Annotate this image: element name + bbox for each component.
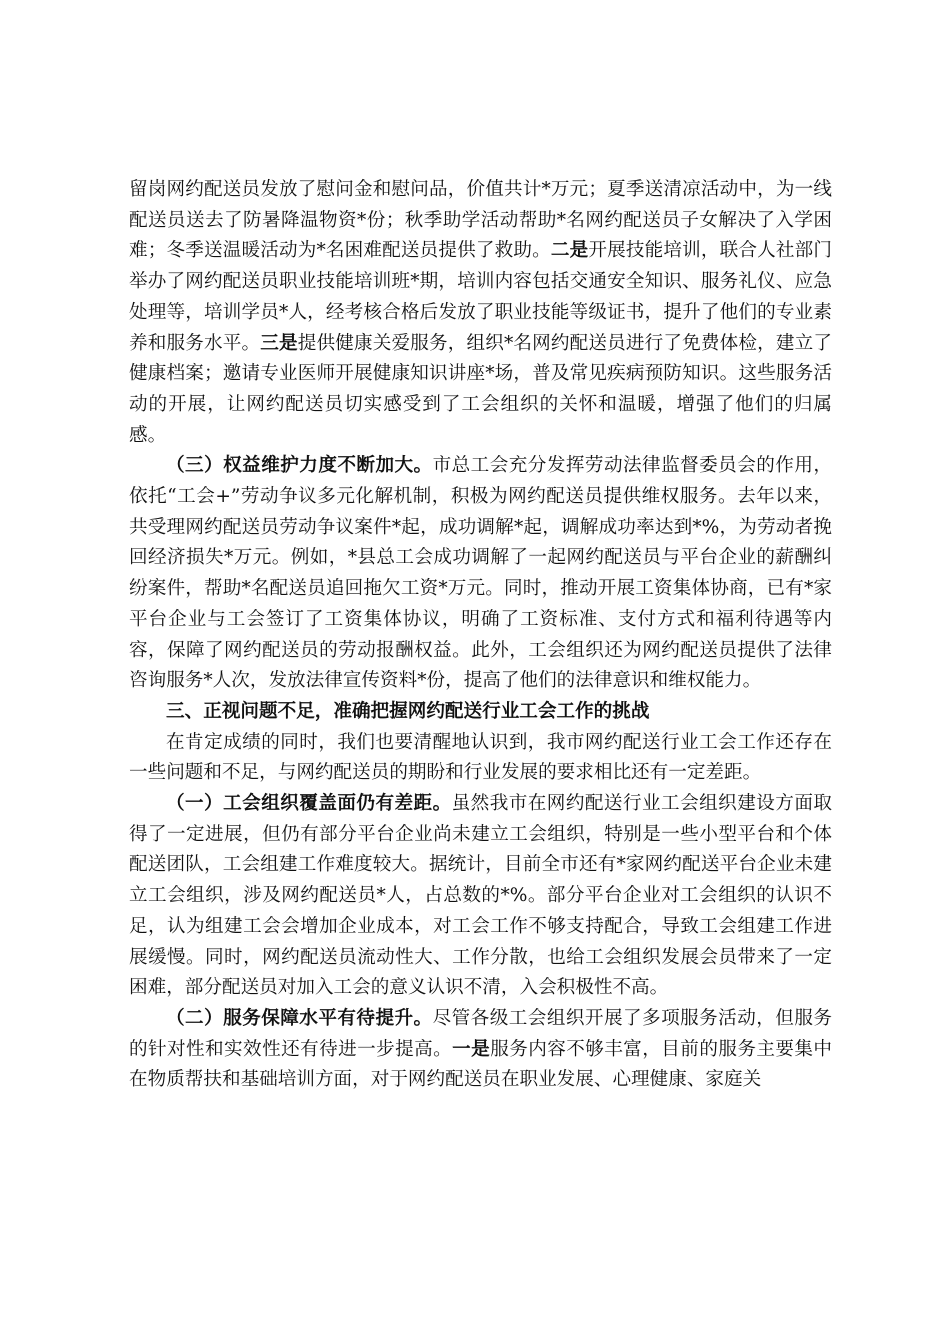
paragraph [129,175,832,451]
bold-run: （三）权益维护力度不断加大。 [166,455,433,477]
paragraph [129,451,832,697]
bold-run: 三、正视问题不足，准确把握网约配送行业工会工作的挑战 [166,700,650,722]
text-run: 提供健康关爱服务，组织*名网约配送员进行了免费体检，建立了健康档案；邀请专业医师开展健康知识讲座*场，普及常见疾病预防知识。这些服务活动的开展，让网约配送员切实感受到了工会组织的关怀和温暖，增强了他们的归属感。 [129,332,832,446]
text-run: 虽然我市在网约配送行业工会组织建设方面取得了一定进展，但仍有部分平台企业尚未建立工会组织，特别是一些小型平台和个体配送团队，工会组建工作难度较大。据统计，目前全市还有*家网约配送平台企业未建立工会组织，涉及网约配送员*人，占总数的*%。部分平台企业对工会组织的认识不足，认为组建工会会增加企业成本，对工会工作不够支持配合，导致工会组建工作进展缓慢。同时，网约配送员流动性大、工作分散，也给工会组织发展会员带来了一定困难，部分配送员对加入工会的意义认识不清，入会积极性不高。 [129,793,832,999]
text-run: 开展技能培训，联合人社部门举办了网约配送员职业技能培训班*期，培训内容包括交通安全知识、服务礼仪、应急处理等，培训学员*人，经考核合格后发放了职业技能等级证书，提升了他们的专业素养和服务水平。 [129,240,832,354]
paragraph [129,1004,832,1096]
text-run: 尽管各级工会组织开展了多项服务活动，但服务的针对性和实效性还有待进一步提高。 [129,1007,832,1060]
text-run: 在肯定成绩的同时，我们也要清醒地认识到，我市网约配送行业工会工作还存在一些问题和不足，与网约配送员的期盼和行业发展的要求相比还有一定差距。 [129,731,832,784]
bold-run: 一是 [452,1038,491,1060]
text-run: 市总工会充分发挥劳动法律监督委员会的作用，依托“工会+”劳动争议多元化解机制，积极为网约配送员提供维权服务。去年以来，共受理网约配送员劳动争议案件*起，成功调解*起，调解成功率达到*%，为劳动者挽回经济损失*万元。例如，*县总工会成功调解了一起网约配送员与平台企业的薪酬纠纷案件，帮助*名配送员追回拖欠工资*万元。同时，推动开展工资集体协商，已有*家平台企业与工会签订了工资集体协议，明确了工资标准、支付方式和福利待遇等内容，保障了网约配送员的劳动报酬权益。此外，工会组织还为网约配送员提供了法律咨询服务*人次，发放法律宣传资料*份，提高了他们的法律意识和维权能力。 [129,455,832,692]
bold-run: （一）工会组织覆盖面仍有差距。 [166,793,452,815]
bold-run: （二）服务保障水平有待提升。 [166,1007,433,1029]
bold-run: 二是 [550,240,589,262]
bold-run: 三是 [260,332,298,354]
paragraph [129,789,832,1004]
document-body [129,175,832,1096]
text-run: 留岗网约配送员发放了慰问金和慰问品，价值共计*万元；夏季送清凉活动中，为一线配送员送去了防暑降温物资*份；秋季助学活动帮助*名网约配送员子女解决了入学困难；冬季送温暖活动为*名困难配送员提供了救助。 [129,179,832,262]
section-heading [129,697,832,728]
paragraph [129,728,832,789]
text-run: 服务内容不够丰富，目前的服务主要集中在物质帮扶和基础培训方面，对于网约配送员在职业发展、心理健康、家庭关 [129,1038,832,1091]
